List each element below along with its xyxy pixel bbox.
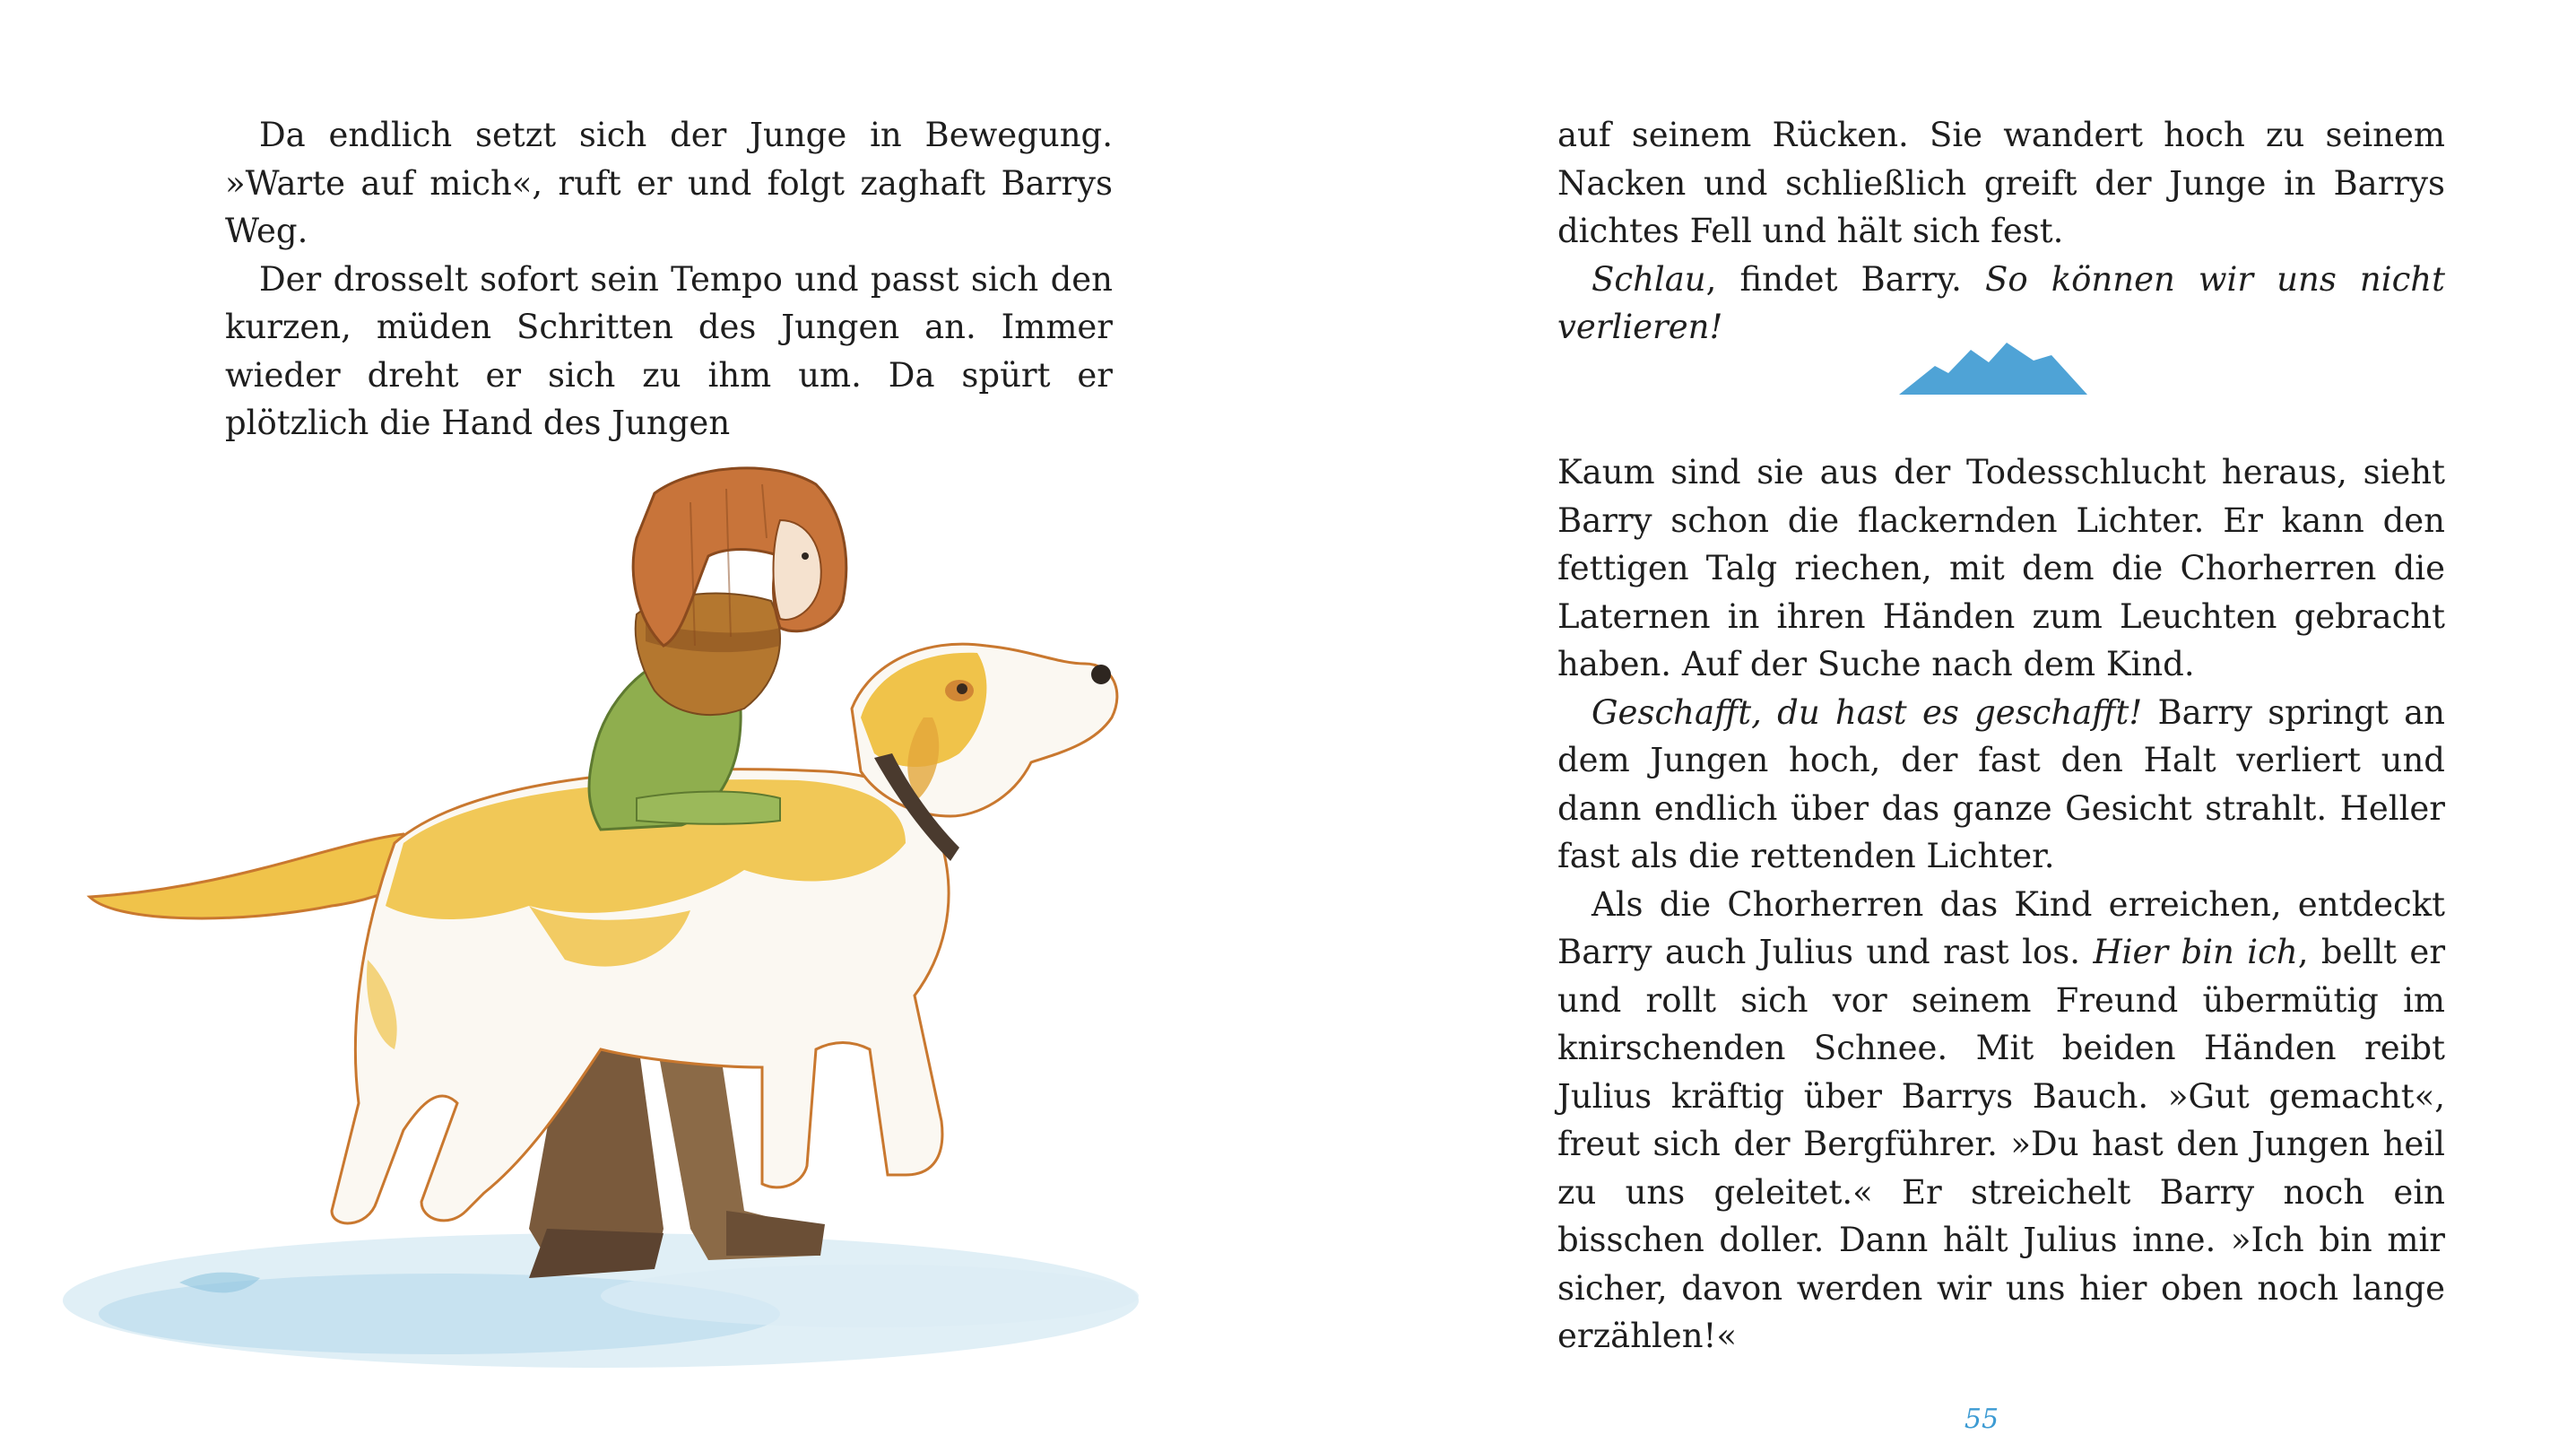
text-span: Als die Chorherren das Kind erreichen, entdeckt Barry auch Julius und rast los. — [1557, 884, 2445, 971]
text-span: , bellt er und rollt sich vor seinem Freund übermütig im knirschenden Schnee. Mit beiden Händen reibt Julius kräftig über Barrys Bauch. »Gut gemacht«, freut sich der Bergführer. »Du hast den Jungen heil zu uns geleitet.« Er streichelt Barry noch ein bisschen doller. Dann hält Julius inne. »Ich bin mir sicher, davon werden wir uns hier oben noch lange erzählen!« — [1557, 933, 2445, 1355]
text-span: , findet Barry. — [1705, 259, 1985, 299]
page-number: 55 — [1964, 1404, 1999, 1435]
dog-and-boy-illustration — [63, 422, 1273, 1408]
paragraph — [1557, 256, 2445, 352]
paragraph — [1557, 689, 2445, 881]
italic-thought: Schlau — [1592, 259, 1706, 299]
paragraph — [1557, 881, 2445, 1361]
dog-head — [852, 644, 1117, 816]
right-page-text-top — [1557, 111, 2445, 352]
left-page-text — [225, 111, 1113, 448]
italic-thought: Hier bin ich — [2093, 933, 2298, 971]
right-page-text-bottom — [1557, 448, 2445, 1361]
paragraph: Kaum sind sie aus der Todesschlucht heraus, sieht Barry schon die flackernden Lichter. Er kann den fettigen Talg riechen, mit dem die Chorherren die Laternen in ihren Händen zum Leuchten gebracht haben. Auf der Suche nach dem Kind. — [1557, 453, 2445, 683]
right-page — [1288, 0, 2576, 1435]
paragraph: Da endlich setzt sich der Junge in Bewegung. »Warte auf mich«, ruft er und folgt zaghaft Barrys Weg. — [225, 116, 1113, 250]
mountain-ornament-icon — [1899, 339, 2087, 395]
paragraph: Der drosselt sofort sein Tempo und passt sich den kurzen, müden Schritten des Jungen an. Immer wieder dreht er sich zu ihm um. Da spürt er plötzlich die Hand des Jungen — [225, 259, 1113, 442]
text-span: Barry springt an dem Jungen hoch, der fast den Halt verliert und dann endlich über das ganze Gesicht strahlt. Heller fast als die rettenden Lichter. — [1557, 692, 2445, 875]
paragraph: auf seinem Rücken. Sie wandert hoch zu seinem Nacken und schließlich greift der Junge in Barrys dichtes Fell und hält sich fest. — [1557, 116, 2445, 250]
italic-thought: Geschafft, du hast es geschafft! — [1592, 692, 2143, 732]
italic-thought: So können wir uns nicht verlieren! — [1557, 259, 2445, 346]
